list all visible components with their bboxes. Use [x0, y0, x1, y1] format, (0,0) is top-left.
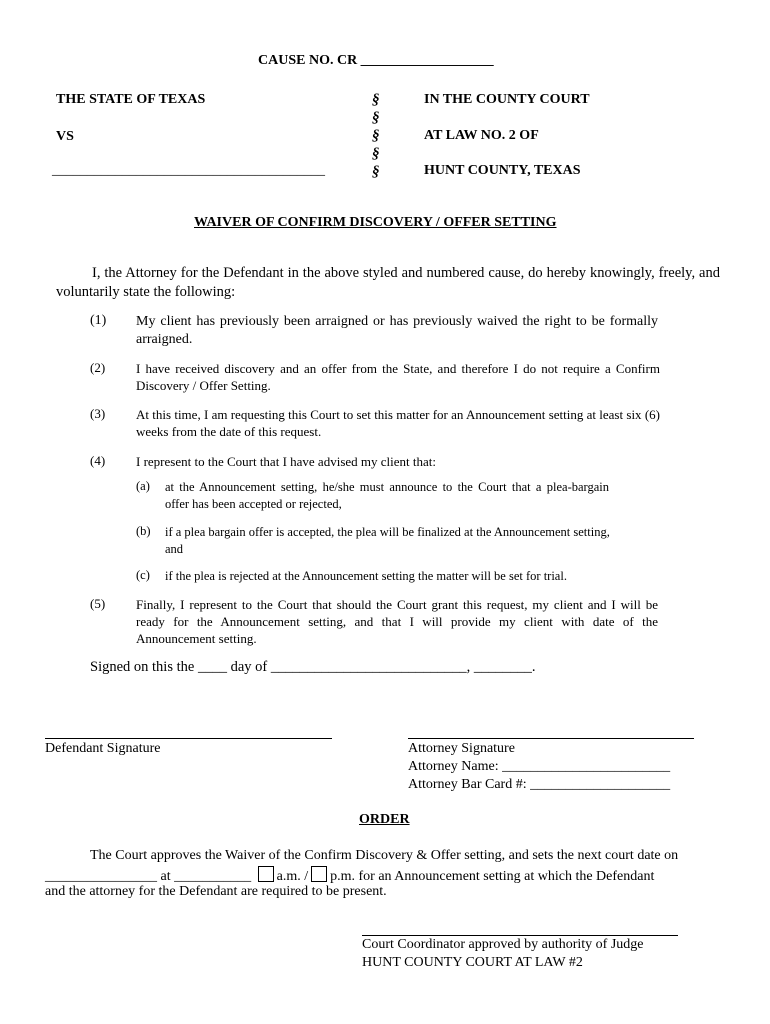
item-text: I represent to the Court that I have advised my client that:: [136, 454, 436, 469]
subitem-text: if the plea is rejected at the Announcement setting the matter will be set for trial.: [165, 569, 567, 583]
item-text: I have received discovery and an offer from the State, and therefore I do not require a Confirm Discovery / Offer Setting.: [136, 361, 660, 393]
am-checkbox[interactable]: [258, 866, 274, 882]
subitem-letter: (c): [136, 568, 150, 582]
subitem-letter: (b): [136, 524, 151, 538]
attorney-signature-line[interactable]: [408, 738, 694, 739]
attorney-name-field[interactable]: Attorney Name: ________________________: [408, 759, 671, 774]
at-label: at: [160, 869, 171, 884]
order-line-2: [45, 866, 654, 885]
section-mark: §: [372, 110, 380, 126]
order-heading: ORDER: [359, 812, 410, 827]
court-line-2: AT LAW NO. 2 OF: [424, 128, 539, 143]
section-mark: §: [372, 146, 380, 162]
state-of-texas: THE STATE OF TEXAS: [56, 92, 206, 107]
defendant-name-blank: _______________________________________: [52, 163, 325, 178]
coordinator-line-1: Court Coordinator approved by authority of Judge: [362, 937, 644, 952]
item-number: (3): [90, 406, 106, 421]
coordinator-line-2: HUNT COUNTY COURT AT LAW #2: [362, 955, 583, 970]
intro-paragraph: I, the Attorney for the Defendant in the above styled and numbered cause, do hereby knowingly, freely, and voluntarily state the following:: [56, 265, 720, 300]
section-mark: §: [372, 164, 380, 180]
coordinator-signature-line[interactable]: [362, 935, 678, 936]
cause-number: CAUSE NO. CR ___________________: [258, 53, 494, 68]
pm-checkbox[interactable]: [311, 866, 327, 882]
court-line-1: IN THE COUNTY COURT: [424, 92, 590, 107]
document-title: WAIVER OF CONFIRM DISCOVERY / OFFER SETTING: [194, 215, 557, 230]
item-text: My client has previously been arraigned or has previously waived the right to be formally arraigned.: [136, 314, 658, 347]
item-number: (5): [90, 596, 106, 611]
attorney-bar-card-field[interactable]: Attorney Bar Card #: ____________________: [408, 777, 671, 792]
pm-label: p.m. for an Announcement setting at which the Defendant: [330, 869, 655, 884]
court-line-3: HUNT COUNTY, TEXAS: [424, 163, 581, 178]
vs-label: VS: [56, 129, 74, 144]
subitem-text: if a plea bargain offer is accepted, the plea will be finalized at the Announcement setting, and: [165, 525, 610, 556]
item-number: (1): [90, 313, 107, 328]
item-text: Finally, I represent to the Court that should the Court grant this request, my client and I will be ready for the Announcement setting, and that I will provide my client with date of the Announcement setting.: [136, 597, 658, 646]
order-line-3: and the attorney for the Defendant are required to be present.: [45, 884, 387, 899]
item-number: (4): [90, 453, 106, 468]
signed-date-line: Signed on this the ____ day of ___________________________, ________.: [90, 659, 536, 675]
court-time-blank[interactable]: ___________: [174, 869, 252, 884]
am-label: a.m. /: [276, 869, 309, 884]
subitem-letter: (a): [136, 479, 150, 493]
item-text: At this time, I am requesting this Court to set this matter for an Announcement setting at least six (6) weeks from the date of this request.: [136, 407, 660, 439]
attorney-signature-label: Attorney Signature: [408, 741, 515, 756]
defendant-signature-label: Defendant Signature: [45, 741, 161, 756]
order-line-1: The Court approves the Waiver of the Confirm Discovery & Offer setting, and sets the next court date on: [90, 848, 679, 863]
section-mark: §: [372, 92, 380, 108]
court-date-blank[interactable]: ________________: [45, 869, 157, 884]
item-number: (2): [90, 360, 106, 375]
defendant-signature-line[interactable]: [45, 738, 332, 739]
subitem-text: at the Announcement setting, he/she must announce to the Court that a plea-bargain offer has been accepted or rejected,: [165, 480, 609, 511]
section-mark: §: [372, 128, 380, 144]
